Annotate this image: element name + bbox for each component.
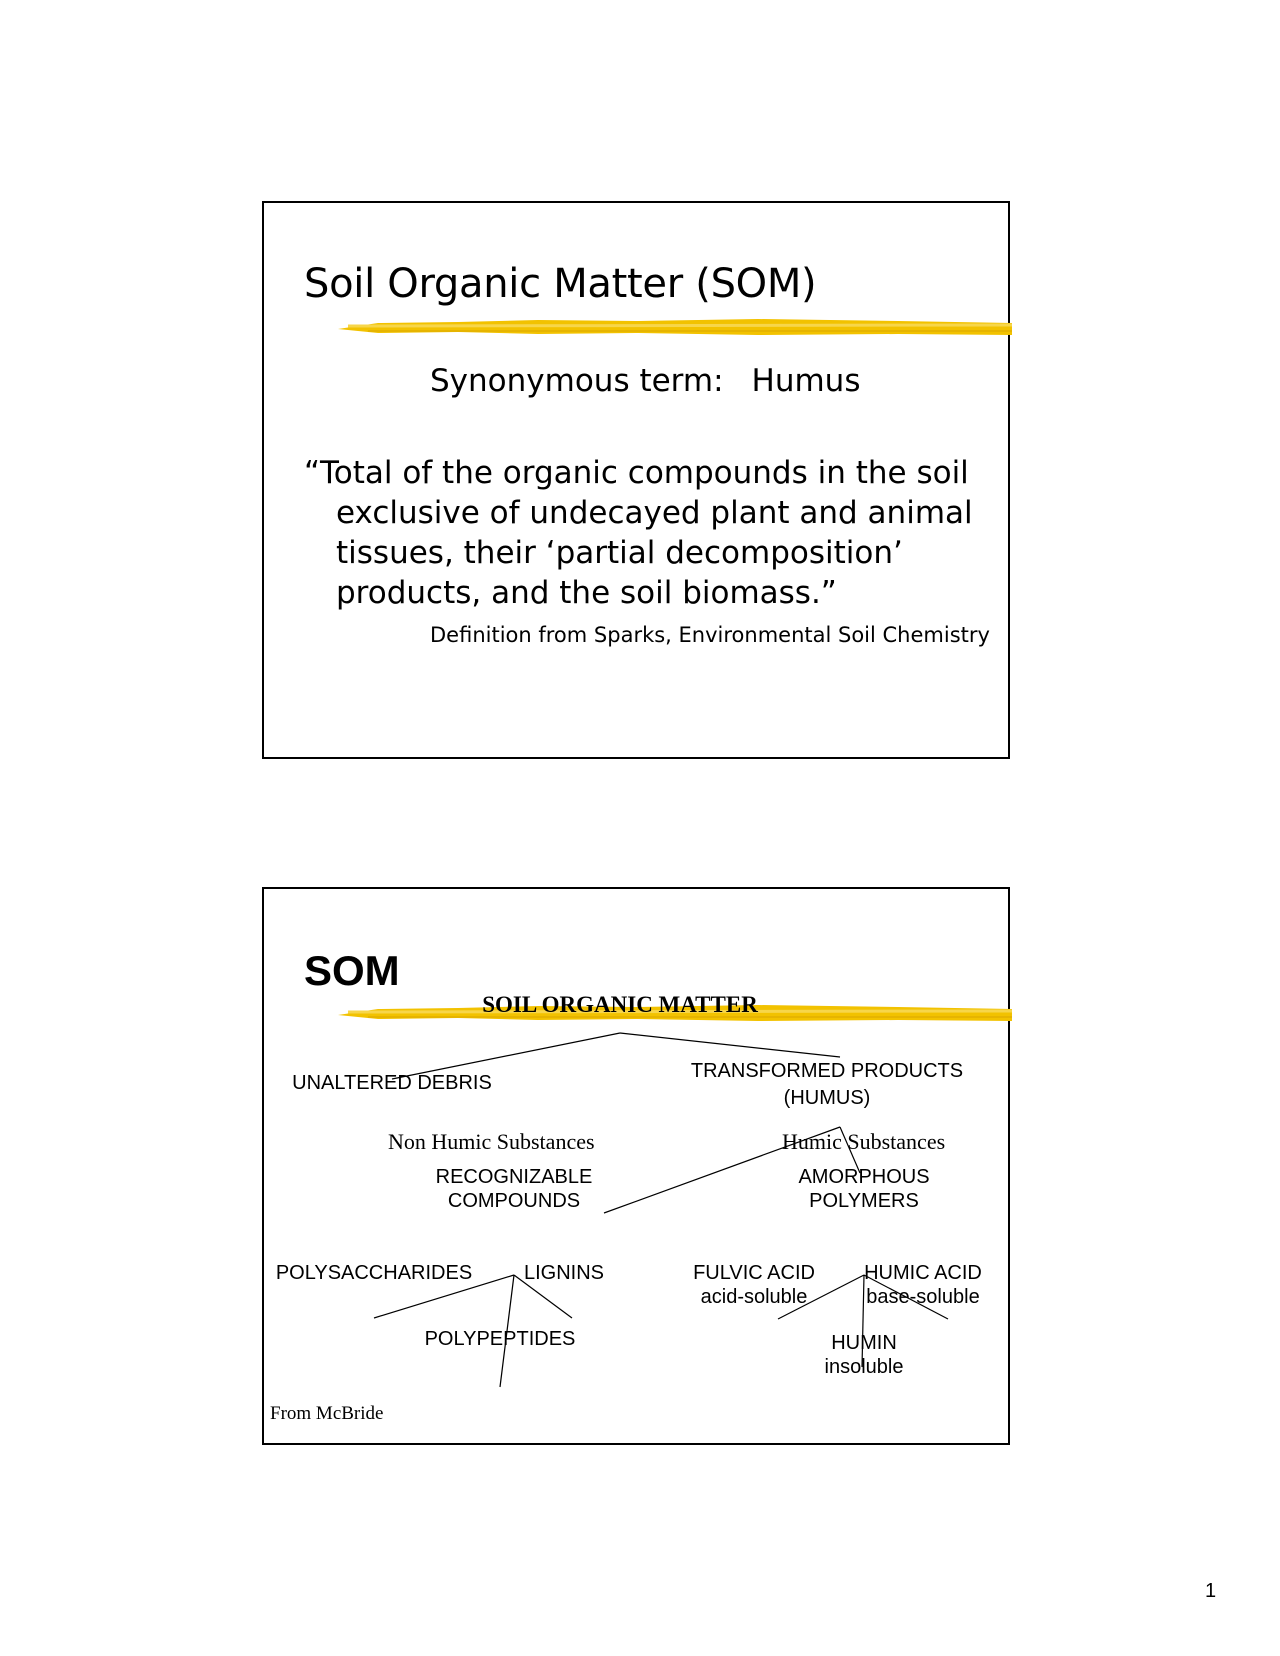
humin-label: HUMIN (831, 1332, 897, 1354)
som-classification-diagram (264, 889, 1008, 1443)
humic-acid-label: HUMIC ACID (864, 1262, 982, 1284)
definition-quote: “Total of the organic compounds in the soil exclusive of undecayed plant and animal tissues, their ‘partial decomposition’ products, and the soil biomass.” (304, 455, 973, 611)
amorphous-label: AMORPHOUS (798, 1166, 930, 1188)
compounds-label: COMPOUNDS (447, 1190, 581, 1212)
recognizable-label: RECOGNIZABLE (435, 1166, 593, 1188)
slide-1 (262, 201, 1010, 759)
synonym-line (430, 363, 861, 399)
polypeptides-label: POLYPEPTIDES (424, 1328, 576, 1350)
unaltered-debris-label: UNALTERED DEBRIS (292, 1072, 492, 1094)
non-humic-substances-label: Non Humic Substances (388, 1129, 595, 1154)
slide-2-title: SOM (304, 947, 400, 994)
polymers-label: POLYMERS (809, 1190, 919, 1212)
diagram-root-label: SOIL ORGANIC MATTER (482, 992, 758, 1017)
synonym-value: Humus (751, 363, 861, 399)
connector-root-transformed (620, 1033, 840, 1057)
fulvic-acid-label: FULVIC ACID (693, 1262, 815, 1284)
humic-acid-solubility: base-soluble (866, 1286, 980, 1308)
synonym-label: Synonymous term: (430, 363, 724, 399)
diagram-credit: From McBride (270, 1403, 384, 1424)
humin-solubility: insoluble (824, 1356, 904, 1378)
polysaccharides-label: POLYSACCHARIDES (275, 1262, 473, 1284)
title-underline-brush (338, 313, 1012, 343)
fulvic-acid-solubility: acid-soluble (700, 1286, 808, 1308)
slide-1-title: Soil Organic Matter (SOM) (304, 261, 817, 307)
transformed-products-label: TRANSFORMED PRODUCTS (690, 1060, 964, 1082)
humic-substances-label: Humic Substances (782, 1129, 946, 1154)
page-number: 1 (1205, 1580, 1217, 1602)
lignins-label: LIGNINS (523, 1262, 605, 1284)
slide-2 (262, 887, 1010, 1445)
humus-label: (HUMUS) (783, 1087, 871, 1109)
definition-source: Definition from Sparks, Environmental Soil Chemistry (430, 623, 990, 647)
